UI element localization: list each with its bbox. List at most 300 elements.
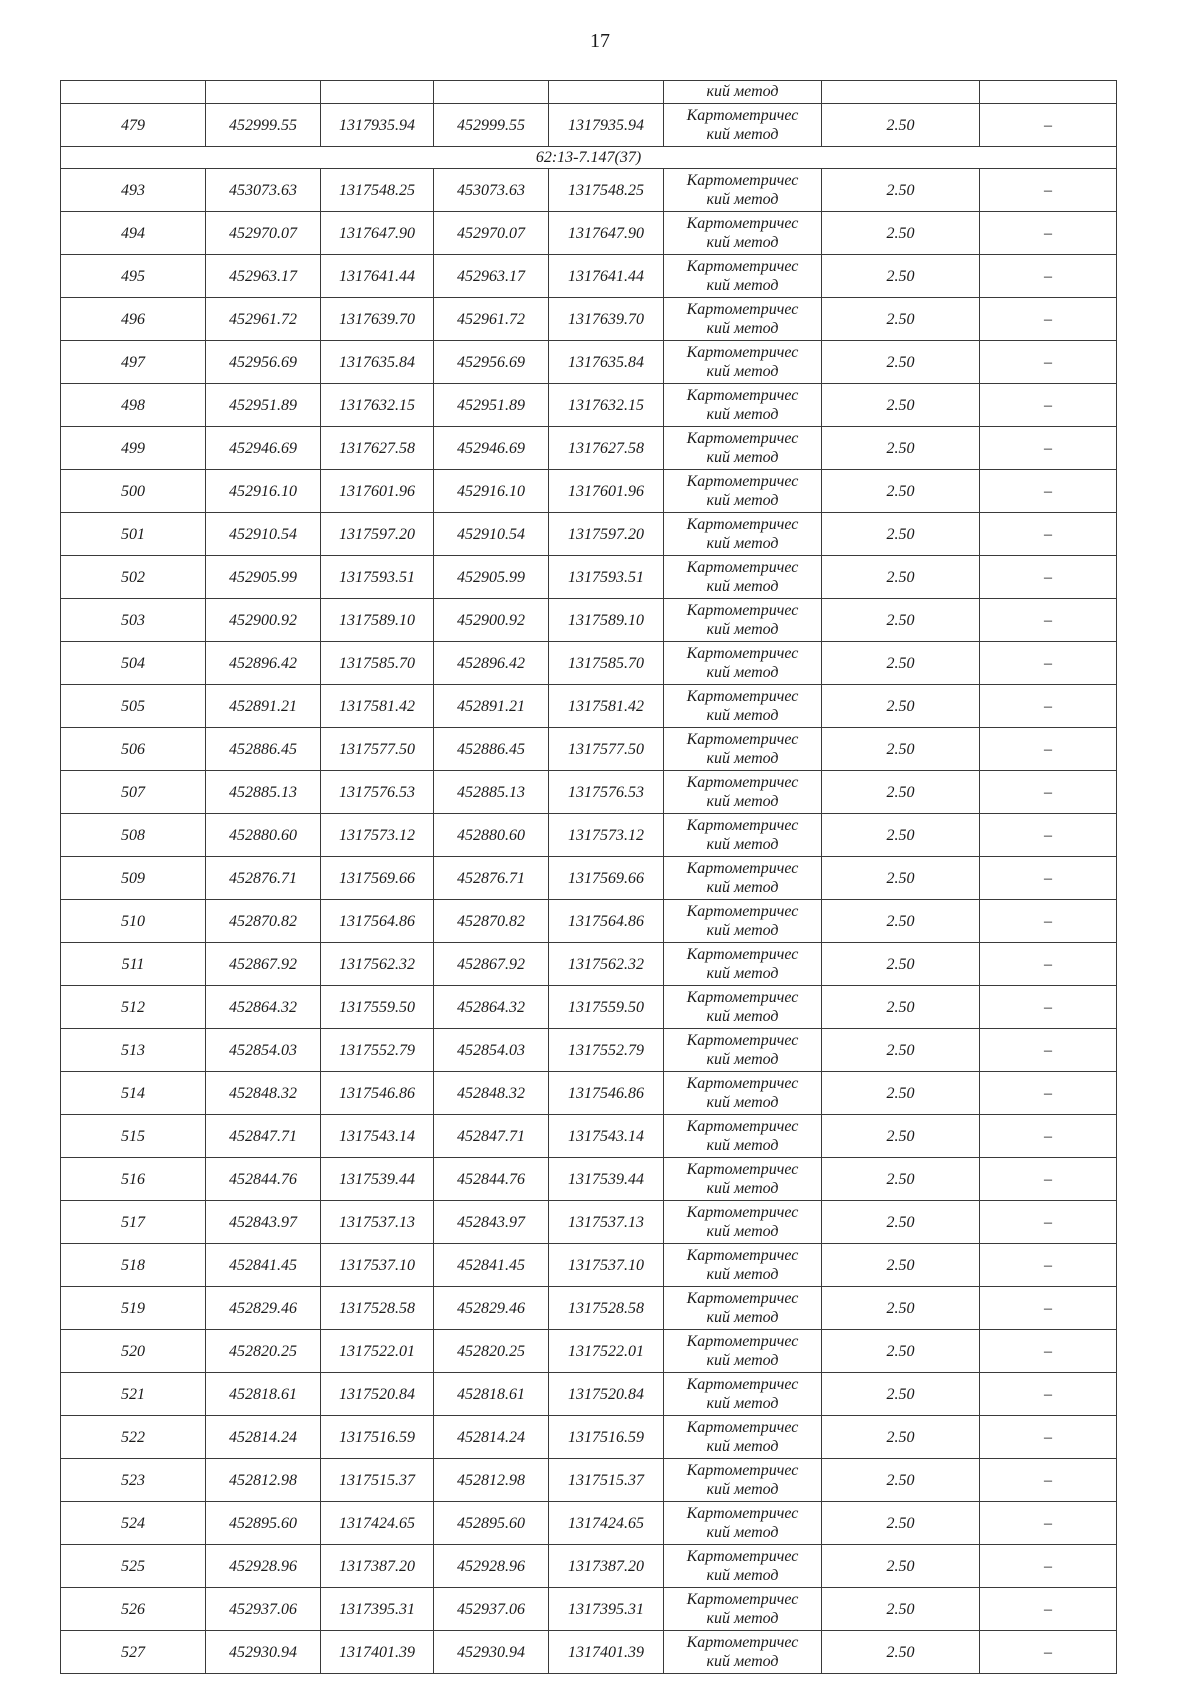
table-row (61, 1631, 1117, 1674)
cell-note: – (980, 1201, 1117, 1244)
table-row (61, 685, 1117, 728)
cell-x-existing: 452867.92 (206, 943, 321, 986)
cell-y-specified: 1317597.20 (549, 513, 664, 556)
cell-accuracy: 2.50 (822, 427, 980, 470)
cell-y-existing: 1317593.51 (321, 556, 434, 599)
cell-y-specified: 1317564.86 (549, 900, 664, 943)
cell-method (664, 1244, 822, 1287)
cell-point-number: 518 (61, 1244, 206, 1287)
cell-x-specified: 452970.07 (434, 212, 549, 255)
cell-method (664, 556, 822, 599)
cell-x-existing: 453073.63 (206, 169, 321, 212)
cell-x-existing: 452812.98 (206, 1459, 321, 1502)
method-line-2: кий метод (706, 578, 779, 595)
cell-accuracy: 2.50 (822, 685, 980, 728)
cell-x-existing: 452886.45 (206, 728, 321, 771)
method-line-1: Картометричес (686, 107, 799, 124)
cell-method (664, 427, 822, 470)
cell-method (664, 943, 822, 986)
cell-x-specified: 452886.45 (434, 728, 549, 771)
cell-y-specified: 1317593.51 (549, 556, 664, 599)
cell-method (664, 298, 822, 341)
section-header-row (61, 147, 1117, 169)
cell-x-specified: 452937.06 (434, 1588, 549, 1631)
cell-y-existing: 1317528.58 (321, 1287, 434, 1330)
method-line-2: кий метод (706, 836, 779, 853)
cell-x-existing: 452843.97 (206, 1201, 321, 1244)
cell-y-specified: 1317635.84 (549, 341, 664, 384)
cell-note: – (980, 1373, 1117, 1416)
cell-point-number: 512 (61, 986, 206, 1029)
cell-y-specified: 1317632.15 (549, 384, 664, 427)
cell-y-existing: 1317522.01 (321, 1330, 434, 1373)
cell-x-existing: 452910.54 (206, 513, 321, 556)
table-body (61, 81, 1117, 1674)
cell-note: – (980, 1158, 1117, 1201)
cell-empty (321, 81, 434, 104)
cell-y-specified: 1317539.44 (549, 1158, 664, 1201)
cell-y-existing: 1317516.59 (321, 1416, 434, 1459)
cell-y-existing: 1317401.39 (321, 1631, 434, 1674)
coordinates-table (60, 80, 1117, 1674)
method-line-2: кий метод (706, 363, 779, 380)
cell-point-number: 498 (61, 384, 206, 427)
cell-method (664, 857, 822, 900)
cell-y-specified: 1317424.65 (549, 1502, 664, 1545)
cell-point-number: 522 (61, 1416, 206, 1459)
table-row (61, 341, 1117, 384)
cell-point-number: 495 (61, 255, 206, 298)
cell-note: – (980, 513, 1117, 556)
table-row (61, 986, 1117, 1029)
cell-x-existing: 452870.82 (206, 900, 321, 943)
cell-x-existing: 452844.76 (206, 1158, 321, 1201)
cell-method (664, 1459, 822, 1502)
method-line-1: Картометричес (686, 860, 799, 877)
table-row (61, 1373, 1117, 1416)
cell-point-number: 510 (61, 900, 206, 943)
method-line-1: Картометричес (686, 1247, 799, 1264)
table-row (61, 1244, 1117, 1287)
cell-accuracy: 2.50 (822, 900, 980, 943)
cell-x-specified: 452814.24 (434, 1416, 549, 1459)
table-row (61, 771, 1117, 814)
table-row (61, 857, 1117, 900)
cell-accuracy: 2.50 (822, 1287, 980, 1330)
cell-accuracy: 2.50 (822, 104, 980, 147)
cell-y-specified: 1317577.50 (549, 728, 664, 771)
cell-point-number: 525 (61, 1545, 206, 1588)
table-row (61, 298, 1117, 341)
cell-y-specified: 1317576.53 (549, 771, 664, 814)
cell-x-existing: 452847.71 (206, 1115, 321, 1158)
cell-note: – (980, 1502, 1117, 1545)
cell-accuracy: 2.50 (822, 1072, 980, 1115)
cell-accuracy: 2.50 (822, 1416, 980, 1459)
cell-x-specified: 452818.61 (434, 1373, 549, 1416)
cell-method (664, 1072, 822, 1115)
cell-y-existing: 1317552.79 (321, 1029, 434, 1072)
cell-empty (434, 81, 549, 104)
cell-y-specified: 1317562.32 (549, 943, 664, 986)
cell-y-existing: 1317573.12 (321, 814, 434, 857)
cell-y-existing: 1317564.86 (321, 900, 434, 943)
cell-x-existing: 452900.92 (206, 599, 321, 642)
cell-y-existing: 1317935.94 (321, 104, 434, 147)
cell-x-existing: 452829.46 (206, 1287, 321, 1330)
cell-y-specified: 1317520.84 (549, 1373, 664, 1416)
cell-x-existing: 452814.24 (206, 1416, 321, 1459)
method-line-1: Картометричес (686, 516, 799, 533)
method-line-1: Картометричес (686, 1419, 799, 1436)
method-line-2: кий метод (706, 1137, 779, 1154)
cell-y-existing: 1317601.96 (321, 470, 434, 513)
cell-point-number: 516 (61, 1158, 206, 1201)
cell-accuracy: 2.50 (822, 1029, 980, 1072)
method-line-2: кий метод (706, 707, 779, 724)
cell-method (664, 642, 822, 685)
method-line-2: кий метод (706, 879, 779, 896)
cell-x-specified: 452951.89 (434, 384, 549, 427)
cell-x-existing: 452880.60 (206, 814, 321, 857)
method-line-2: кий метод (706, 1610, 779, 1627)
cell-accuracy: 2.50 (822, 1631, 980, 1674)
cell-x-existing: 452905.99 (206, 556, 321, 599)
cell-x-specified: 452900.92 (434, 599, 549, 642)
cell-point-number: 508 (61, 814, 206, 857)
cell-x-existing: 452916.10 (206, 470, 321, 513)
cell-x-specified: 452854.03 (434, 1029, 549, 1072)
method-line-2: кий метод (706, 277, 779, 294)
cell-y-specified: 1317395.31 (549, 1588, 664, 1631)
cell-note: – (980, 169, 1117, 212)
cell-y-existing: 1317576.53 (321, 771, 434, 814)
cell-y-specified: 1317552.79 (549, 1029, 664, 1072)
cell-x-specified: 452946.69 (434, 427, 549, 470)
cell-y-specified: 1317589.10 (549, 599, 664, 642)
cell-x-existing: 452896.42 (206, 642, 321, 685)
method-line-2: кий метод (706, 664, 779, 681)
cell-point-number: 499 (61, 427, 206, 470)
cell-y-specified: 1317627.58 (549, 427, 664, 470)
method-line-2: кий метод (706, 1395, 779, 1412)
cell-empty (61, 81, 206, 104)
cell-accuracy: 2.50 (822, 857, 980, 900)
method-line-2: кий метод (706, 191, 779, 208)
table-row (61, 1416, 1117, 1459)
cell-note: – (980, 1416, 1117, 1459)
cell-note: – (980, 642, 1117, 685)
cell-method (664, 341, 822, 384)
cell-y-specified: 1317546.86 (549, 1072, 664, 1115)
cell-method (664, 1545, 822, 1588)
cell-accuracy: 2.50 (822, 513, 980, 556)
cell-method (664, 728, 822, 771)
cell-note: – (980, 1588, 1117, 1631)
cell-method (664, 685, 822, 728)
method-line-2: кий метод (706, 126, 779, 143)
cell-y-existing: 1317627.58 (321, 427, 434, 470)
table-row (61, 1029, 1117, 1072)
cell-note: – (980, 298, 1117, 341)
cell-y-specified: 1317647.90 (549, 212, 664, 255)
method-line-1: Картометричес (686, 688, 799, 705)
cell-accuracy: 2.50 (822, 814, 980, 857)
cell-note: – (980, 728, 1117, 771)
cell-method (664, 1631, 822, 1674)
cell-x-specified: 452961.72 (434, 298, 549, 341)
cell-x-specified: 452928.96 (434, 1545, 549, 1588)
cell-y-existing: 1317639.70 (321, 298, 434, 341)
cell-x-existing: 452895.60 (206, 1502, 321, 1545)
cell-y-existing: 1317537.13 (321, 1201, 434, 1244)
cell-note: – (980, 986, 1117, 1029)
method-line-2: кий метод (706, 1438, 779, 1455)
cell-y-specified: 1317522.01 (549, 1330, 664, 1373)
table-row (61, 1072, 1117, 1115)
cell-x-existing: 452848.32 (206, 1072, 321, 1115)
cell-x-specified: 452847.71 (434, 1115, 549, 1158)
cell-method (664, 814, 822, 857)
cell-note: – (980, 341, 1117, 384)
cell-accuracy: 2.50 (822, 298, 980, 341)
method-line-1: Картометричес (686, 946, 799, 963)
method-line-1: Картометричес (686, 1161, 799, 1178)
cell-point-number: 504 (61, 642, 206, 685)
cell-x-specified: 452841.45 (434, 1244, 549, 1287)
cell-y-existing: 1317635.84 (321, 341, 434, 384)
cell-y-existing: 1317569.66 (321, 857, 434, 900)
table-row (61, 599, 1117, 642)
cell-note: – (980, 599, 1117, 642)
cell-point-number: 502 (61, 556, 206, 599)
cell-method (664, 1158, 822, 1201)
cell-x-specified: 452963.17 (434, 255, 549, 298)
cell-y-existing: 1317577.50 (321, 728, 434, 771)
cell-x-existing: 452820.25 (206, 1330, 321, 1373)
cell-method (664, 212, 822, 255)
method-line-1: Картометричес (686, 344, 799, 361)
cell-y-specified: 1317548.25 (549, 169, 664, 212)
cell-note: – (980, 1115, 1117, 1158)
cell-y-existing: 1317548.25 (321, 169, 434, 212)
cell-point-number: 501 (61, 513, 206, 556)
cell-empty (549, 81, 664, 104)
cell-y-specified: 1317537.10 (549, 1244, 664, 1287)
table-row (61, 900, 1117, 943)
cell-x-specified: 452870.82 (434, 900, 549, 943)
cell-y-specified: 1317537.13 (549, 1201, 664, 1244)
cell-method (664, 986, 822, 1029)
table-row (61, 384, 1117, 427)
table-row (61, 728, 1117, 771)
cell-x-specified: 452905.99 (434, 556, 549, 599)
table-row (61, 1502, 1117, 1545)
cell-accuracy: 2.50 (822, 1588, 980, 1631)
method-line-1: Картометричес (686, 1591, 799, 1608)
cell-method (664, 169, 822, 212)
cell-y-specified: 1317543.14 (549, 1115, 664, 1158)
method-line-1: Картометричес (686, 1118, 799, 1135)
cell-x-existing: 452956.69 (206, 341, 321, 384)
cell-accuracy: 2.50 (822, 1459, 980, 1502)
cell-y-specified: 1317387.20 (549, 1545, 664, 1588)
cell-x-existing: 452961.72 (206, 298, 321, 341)
cell-method (664, 1201, 822, 1244)
cell-y-existing: 1317424.65 (321, 1502, 434, 1545)
cell-x-specified: 452843.97 (434, 1201, 549, 1244)
cell-x-specified: 452891.21 (434, 685, 549, 728)
cell-accuracy: 2.50 (822, 1373, 980, 1416)
cell-note: – (980, 427, 1117, 470)
method-line-1: Картометричес (686, 1032, 799, 1049)
cell-point-number: 521 (61, 1373, 206, 1416)
cell-accuracy: 2.50 (822, 1158, 980, 1201)
cell-y-specified: 1317569.66 (549, 857, 664, 900)
cell-accuracy: 2.50 (822, 1545, 980, 1588)
cell-empty (980, 81, 1117, 104)
cell-point-number: 506 (61, 728, 206, 771)
method-line-2: кий метод (706, 535, 779, 552)
cell-x-existing: 452930.94 (206, 1631, 321, 1674)
cell-note: – (980, 900, 1117, 943)
cell-y-existing: 1317597.20 (321, 513, 434, 556)
method-line-1: Картометричес (686, 817, 799, 834)
method-line-1: Картометричес (686, 430, 799, 447)
cell-note: – (980, 1330, 1117, 1373)
cell-note: – (980, 556, 1117, 599)
cell-x-existing: 452891.21 (206, 685, 321, 728)
cell-accuracy: 2.50 (822, 1115, 980, 1158)
method-line-2: кий метод (706, 1223, 779, 1240)
cell-x-specified: 452956.69 (434, 341, 549, 384)
cell-x-existing: 452999.55 (206, 104, 321, 147)
method-line-1: Картометричес (686, 1462, 799, 1479)
table-row (61, 212, 1117, 255)
cell-x-specified: 452896.42 (434, 642, 549, 685)
cell-y-existing: 1317559.50 (321, 986, 434, 1029)
method-line-1: Картометричес (686, 1290, 799, 1307)
section-label: 62:13-7.147(37) (61, 147, 1117, 169)
cell-accuracy: 2.50 (822, 771, 980, 814)
method-line-1: Картометричес (686, 731, 799, 748)
method-line-1: Картометричес (686, 1634, 799, 1651)
table-row (61, 255, 1117, 298)
table-row (61, 470, 1117, 513)
cell-y-existing: 1317520.84 (321, 1373, 434, 1416)
cell-y-existing: 1317539.44 (321, 1158, 434, 1201)
cell-x-existing: 452963.17 (206, 255, 321, 298)
cell-accuracy: 2.50 (822, 599, 980, 642)
method-line-2: кий метод (706, 1567, 779, 1584)
cell-method (664, 513, 822, 556)
cell-x-specified: 453073.63 (434, 169, 549, 212)
cell-accuracy: 2.50 (822, 1502, 980, 1545)
cell-note: – (980, 943, 1117, 986)
cell-empty (822, 81, 980, 104)
cell-point-number: 515 (61, 1115, 206, 1158)
cell-empty (206, 81, 321, 104)
method-line-1: Картометричес (686, 301, 799, 318)
cell-x-specified: 452999.55 (434, 104, 549, 147)
cell-point-number: 496 (61, 298, 206, 341)
cell-x-existing: 452818.61 (206, 1373, 321, 1416)
method-line-2: кий метод (706, 750, 779, 767)
method-line-1: Картометричес (686, 1333, 799, 1350)
cell-point-number: 494 (61, 212, 206, 255)
method-line-1: Картометричес (686, 1075, 799, 1092)
table-row (61, 1115, 1117, 1158)
cell-point-number: 511 (61, 943, 206, 986)
cell-y-existing: 1317589.10 (321, 599, 434, 642)
cell-point-number: 517 (61, 1201, 206, 1244)
table-row (61, 169, 1117, 212)
cell-note: – (980, 1244, 1117, 1287)
continued-row (61, 81, 1117, 104)
cell-method (664, 1416, 822, 1459)
cell-x-existing: 452946.69 (206, 427, 321, 470)
cell-y-existing: 1317581.42 (321, 685, 434, 728)
cell-note: – (980, 1029, 1117, 1072)
cell-point-number: 523 (61, 1459, 206, 1502)
cell-y-specified: 1317585.70 (549, 642, 664, 685)
cell-y-specified: 1317573.12 (549, 814, 664, 857)
cell-x-specified: 452844.76 (434, 1158, 549, 1201)
cell-method (664, 384, 822, 427)
table-row (61, 1201, 1117, 1244)
cell-y-specified: 1317581.42 (549, 685, 664, 728)
method-line-1: Картометричес (686, 1505, 799, 1522)
cell-y-existing: 1317387.20 (321, 1545, 434, 1588)
method-line-1: Картометричес (686, 989, 799, 1006)
cell-x-specified: 452812.98 (434, 1459, 549, 1502)
method-line-1: Картометричес (686, 774, 799, 791)
cell-method (664, 1373, 822, 1416)
method-line-2: кий метод (706, 1180, 779, 1197)
method-line-2: кий метод (706, 492, 779, 509)
cell-x-specified: 452867.92 (434, 943, 549, 986)
method-line-2: кий метод (706, 320, 779, 337)
cell-x-existing: 452937.06 (206, 1588, 321, 1631)
cell-note: – (980, 1631, 1117, 1674)
cell-point-number: 524 (61, 1502, 206, 1545)
method-line-2: кий метод (706, 965, 779, 982)
cell-method (664, 1115, 822, 1158)
cell-accuracy: 2.50 (822, 470, 980, 513)
method-line-2: кий метод (706, 1481, 779, 1498)
method-line-1: Картометричес (686, 602, 799, 619)
table-row (61, 814, 1117, 857)
method-line-2: кий метод (706, 449, 779, 466)
cell-note: – (980, 1459, 1117, 1502)
cell-x-existing: 452951.89 (206, 384, 321, 427)
cell-y-existing: 1317546.86 (321, 1072, 434, 1115)
cell-accuracy: 2.50 (822, 255, 980, 298)
method-line-1: Картометричес (686, 1204, 799, 1221)
cell-x-specified: 452885.13 (434, 771, 549, 814)
cell-y-specified: 1317516.59 (549, 1416, 664, 1459)
method-line-1: Картометричес (686, 172, 799, 189)
cell-note: – (980, 1072, 1117, 1115)
cell-y-specified: 1317401.39 (549, 1631, 664, 1674)
method-line-1: Картометричес (686, 473, 799, 490)
cell-point-number: 503 (61, 599, 206, 642)
cell-point-number: 520 (61, 1330, 206, 1373)
method-line-1: Картометричес (686, 645, 799, 662)
cell-accuracy: 2.50 (822, 986, 980, 1029)
cell-method (664, 1330, 822, 1373)
cell-note: – (980, 104, 1117, 147)
